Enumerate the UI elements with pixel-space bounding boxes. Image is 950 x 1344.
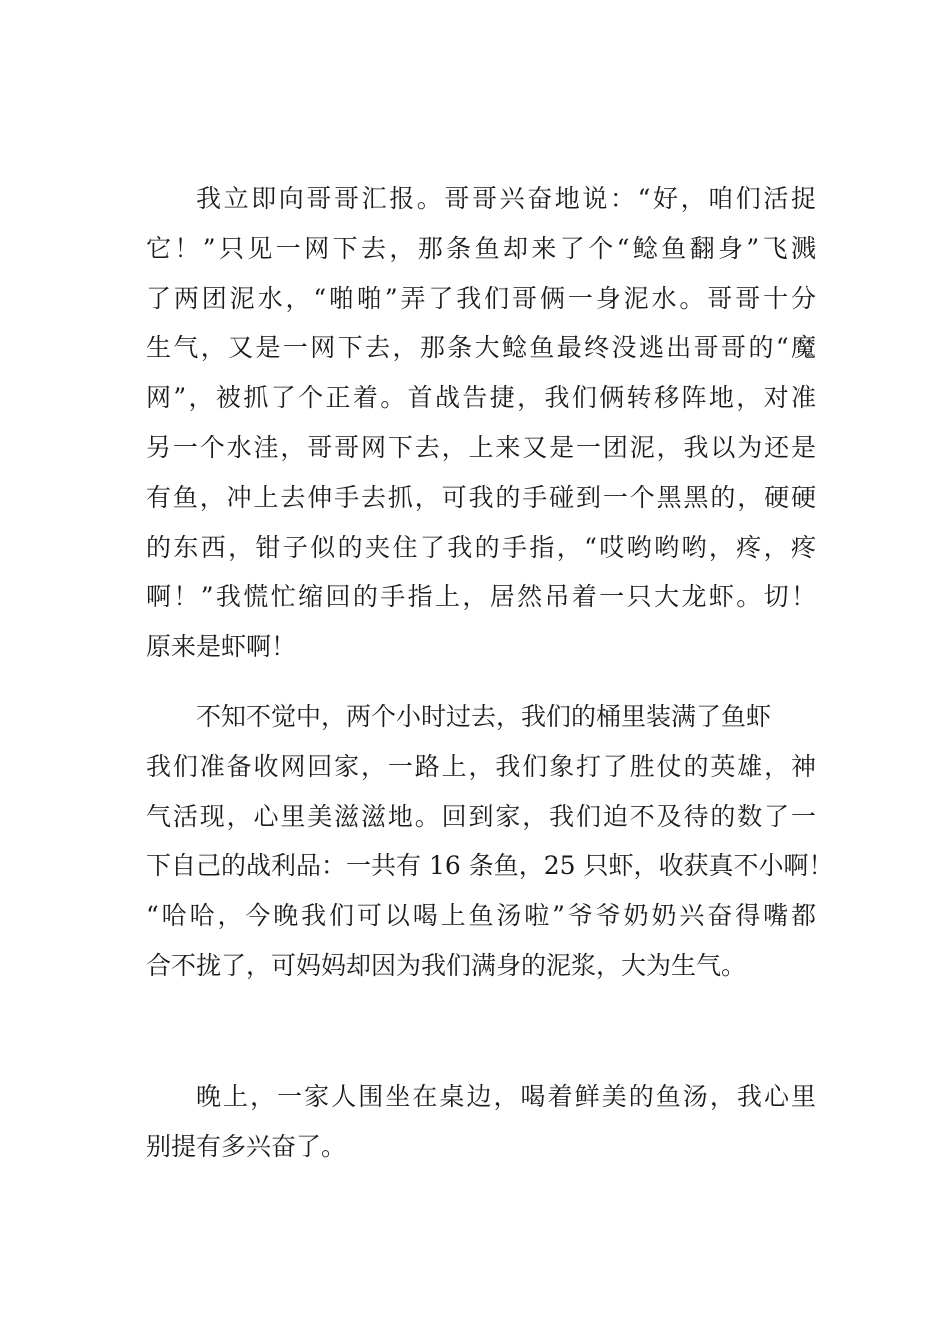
paragraph-line: 别提有多兴奋了。	[146, 1131, 347, 1161]
paragraph-line: 我立即向哥哥汇报。哥哥兴奋地说：“好，咱们活捉	[196, 184, 816, 213]
paragraph-line: 了两团泥水，“啪啪”弄了我们哥俩一身泥水。哥哥十分	[146, 283, 816, 313]
paragraph-1	[146, 174, 816, 672]
paragraph-line: 合不拢了，可妈妈却因为我们满身的泥浆，大为生气。	[146, 950, 747, 980]
paragraph-line: 网”，被抓了个正着。首战告捷，我们俩转移阵地，对准	[146, 383, 816, 413]
paragraph-line: 啊！”我慌忙缩回的手指上，居然吊着一只大龙虾。切！	[146, 582, 816, 612]
paragraph-line: 原来是虾啊！	[146, 632, 297, 662]
paragraph-line: 的东西，钳子似的夹住了我的手指，“哎哟哟哟，疼，疼	[146, 532, 816, 562]
paragraph-line: 下自己的战利品：一共有 16 条鱼，25 只虾，收获真不小啊！	[146, 851, 834, 881]
paragraph-line: 晚上，一家人围坐在桌边，喝着鲜美的鱼汤，我心里	[196, 1082, 816, 1111]
paragraph-line: 生气，又是一网下去，那条大鲶鱼最终没逃出哥哥的“魔	[146, 333, 816, 363]
paragraph-line: 另一个水洼，哥哥网下去，上来又是一团泥，我以为还是	[146, 432, 816, 462]
paragraph-line: 有鱼，冲上去伸手去抓，可我的手碰到一个黑黑的，硬硬	[146, 482, 816, 512]
paragraph-line: 不知不觉中，两个小时过去，我们的桶里装满了鱼虾	[196, 702, 772, 731]
paragraph-line: 我们准备收网回家，一路上，我们象打了胜仗的英雄，神	[146, 751, 816, 781]
paragraph-3	[146, 1072, 816, 1172]
paragraph-2	[146, 692, 834, 991]
paragraph-line: “哈哈，今晚我们可以喝上鱼汤啦”爷爷奶奶兴奋得嘴都	[146, 901, 816, 931]
paragraph-line: 气活现，心里美滋滋地。回到家，我们迫不及待的数了一	[146, 801, 816, 831]
paragraph-line: 它！”只见一网下去，那条鱼却来了个“鲶鱼翻身”飞溅	[146, 233, 816, 263]
